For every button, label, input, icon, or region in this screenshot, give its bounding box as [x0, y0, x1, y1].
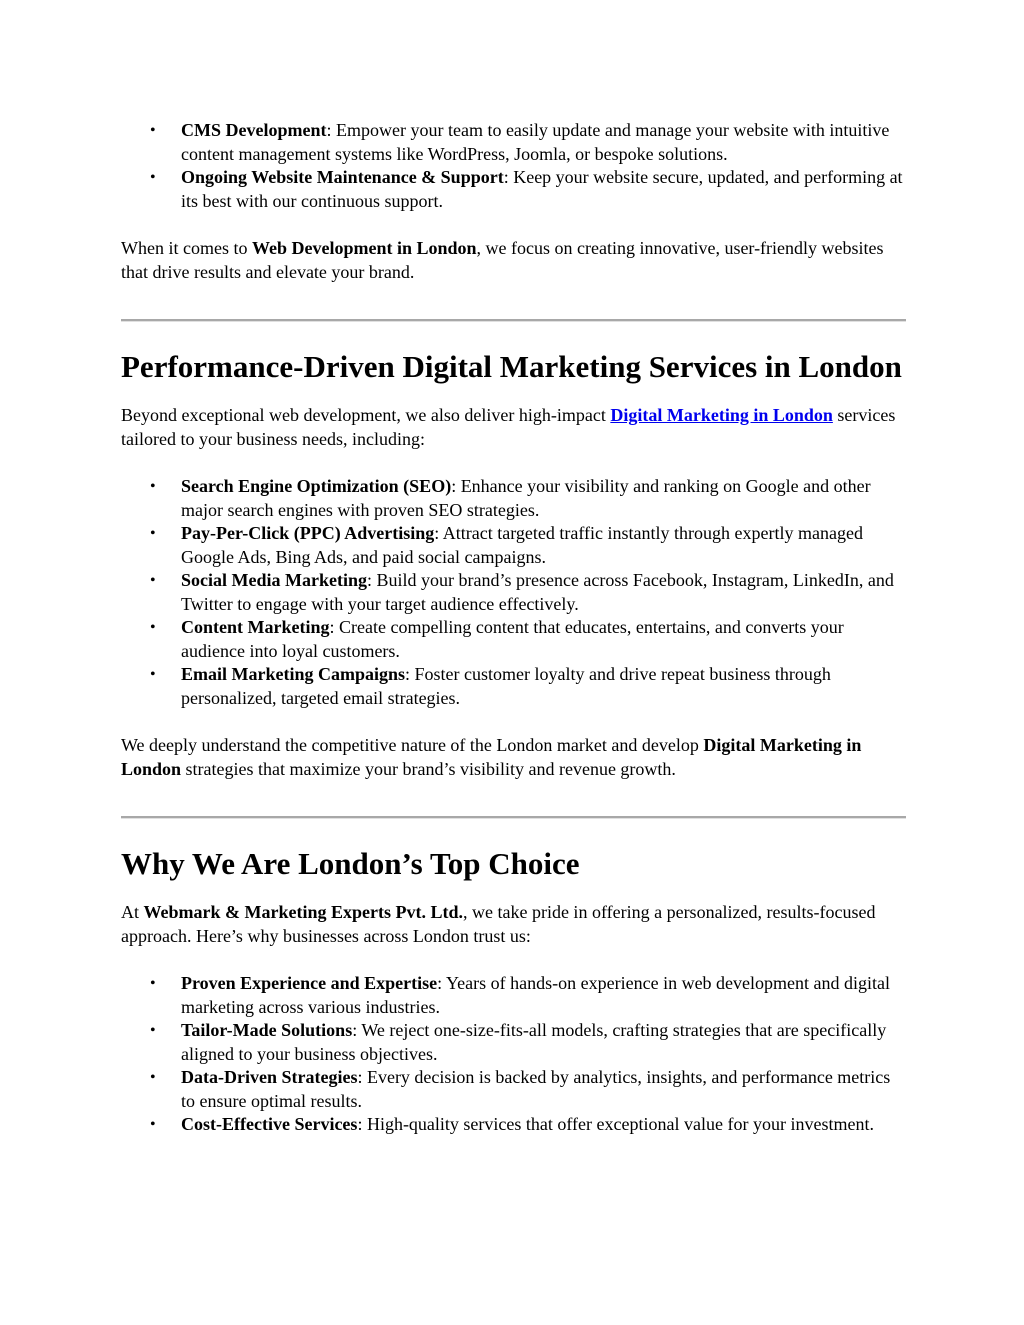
list-item: [181, 972, 906, 1019]
webdev-paragraph: When it comes to Web Development in London, we focus on creating innovative, user-friendly websites that drive results and elevate your brand.: [121, 238, 884, 282]
list-item-desc: : Empower your team to easily update and manage your website with intuitive content management systems like WordPress, Joomla, or bespoke solutions.: [181, 120, 890, 164]
list-item-desc: : Every decision is backed by analytics, insights, and performance metrics to ensure optimal results.: [181, 1067, 891, 1111]
section-divider: [121, 319, 906, 322]
list-item-desc: : Keep your website secure, updated, and performing at its best with our continuous support.: [181, 167, 903, 211]
section-divider: [121, 816, 906, 819]
why-intro: At Webmark & Marketing Experts Pvt. Ltd., we take pride in offering a personalized, results-focused approach. Here’s why businesses across London trust us:: [121, 902, 876, 946]
list-item-term: Cost-Effective Services: [181, 1114, 358, 1134]
why-reason-list: [121, 972, 906, 1137]
list-item: [181, 1019, 906, 1066]
list-item-term: Content Marketing: [181, 617, 330, 637]
list-item: [181, 475, 906, 522]
list-item: [181, 616, 906, 663]
list-item-term: Pay-Per-Click (PPC) Advertising: [181, 523, 435, 543]
digital-marketing-link[interactable]: Digital Marketing in London: [610, 405, 833, 425]
list-item: [181, 522, 906, 569]
list-item-term: Data-Driven Strategies: [181, 1067, 358, 1087]
list-item: [181, 1066, 906, 1113]
list-item: [181, 166, 906, 213]
list-item-desc: : Enhance your visibility and ranking on Google and other major search engines with proven SEO strategies.: [181, 476, 871, 520]
list-item-desc: : Build your brand’s presence across Facebook, Instagram, LinkedIn, and Twitter to engage with your target audience effectively.: [181, 570, 894, 614]
list-item-term: CMS Development: [181, 120, 327, 140]
list-item-desc: : Attract targeted traffic instantly through expertly managed Google Ads, Bing Ads, and paid social campaigns.: [181, 523, 863, 567]
list-item-term: Ongoing Website Maintenance & Support: [181, 167, 504, 187]
list-item: [181, 1113, 906, 1137]
list-item-desc: : We reject one-size-fits-all models, crafting strategies that are specifically aligned to your business objectives.: [181, 1020, 887, 1064]
list-item-term: Proven Experience and Expertise: [181, 973, 438, 993]
list-item-term: Tailor-Made Solutions: [181, 1020, 353, 1040]
why-heading: Why We Are London’s Top Choice: [121, 846, 580, 881]
list-item-desc: : Years of hands-on experience in web development and digital marketing across various industries.: [181, 973, 891, 1017]
document-page: [121, 119, 906, 1137]
list-item-term: Email Marketing Campaigns: [181, 664, 406, 684]
list-item-term: Search Engine Optimization (SEO): [181, 476, 452, 496]
marketing-intro: Beyond exceptional web development, we also deliver high-impact Digital Marketing in London services tailored to your business needs, including:: [121, 405, 896, 449]
intro-service-list: [121, 119, 906, 213]
list-item-desc: : Foster customer loyalty and drive repeat business through personalized, targeted email strategies.: [181, 664, 831, 708]
list-item: [181, 569, 906, 616]
list-item-desc: : Create compelling content that educates, entertains, and converts your audience into loyal customers.: [181, 617, 844, 661]
list-item-desc: : High-quality services that offer exceptional value for your investment.: [357, 1114, 874, 1134]
marketing-heading: Performance-Driven Digital Marketing Services in London: [121, 349, 902, 384]
list-item-term: Social Media Marketing: [181, 570, 367, 590]
marketing-service-list: [121, 475, 906, 710]
marketing-outro: We deeply understand the competitive nature of the London market and develop Digital Marketing in London strategies that maximize your brand’s visibility and revenue growth.: [121, 735, 862, 779]
list-item: [181, 119, 906, 166]
list-item: [181, 663, 906, 710]
